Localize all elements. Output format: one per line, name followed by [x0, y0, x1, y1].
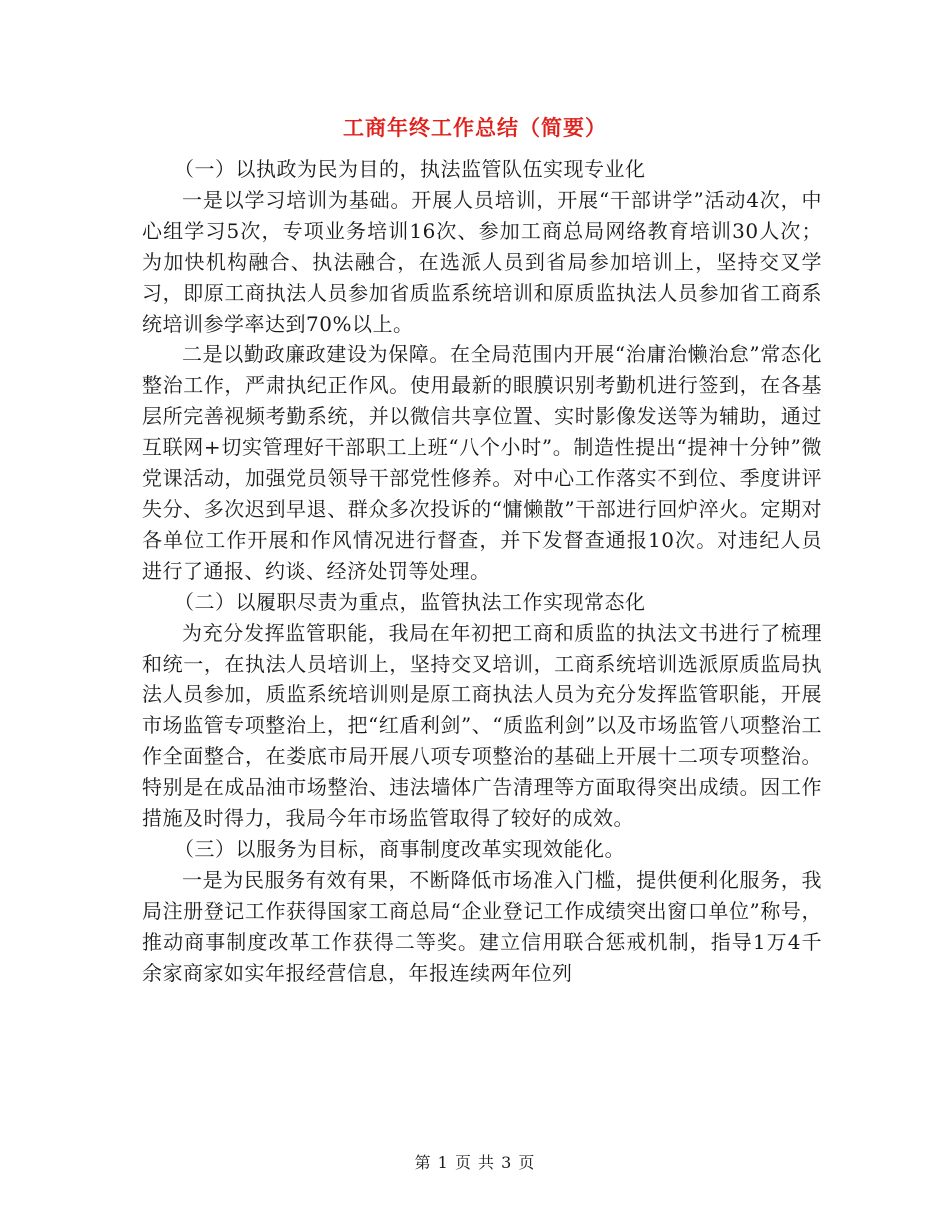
section-heading-3: （三）以服务为目标，商事制度改革实现效能化。	[174, 836, 625, 861]
document-body	[142, 154, 822, 988]
section-heading-2: （二）以履职尽责为重点，监管执法工作实现常态化	[174, 589, 646, 614]
paragraph-training: 一是以学习培训为基础。开展人员培训，开展“干部讲学”活动4次，中心组学习5次，专项业务培训16次、参加工商总局网络教育培训30人次；为加快机构融合、执法融合，在选派人员到省局参加培训上，坚持交叉学习，即原工商执法人员参加省质监系统培训和原质监执法人员参加省工商系统培训参学率达到70%以上。	[142, 187, 822, 336]
paragraph-service: 一是为民服务有效有果，不断降低市场准入门槛，提供便利化服务，我局注册登记工作获得国家工商总局“企业登记工作成绩突出窗口单位”称号，推动商事制度改革工作获得二等奖。建立信用联合惩戒机制，指导1万4千余家商家如实年报经营信息，年报连续两年位列	[142, 867, 822, 985]
paragraph-supervision: 为充分发挥监管职能，我局在年初把工商和质监的执法文书进行了梳理和统一，在执法人员培训上，坚持交叉培训，工商系统培训选派原质监局执法人员参加，质监系统培训则是原工商执法人员为充分发挥监管职能，开展市场监管专项整治上，把“红盾利剑”、“质监利剑”以及市场监管八项整治工作全面整合，在娄底市局开展八项专项整治的基础上开展十二项专项整治。特别是在成品油市场整治、违法墙体广告清理等方面取得突出成绩。因工作措施及时得力，我局今年市场监管取得了较好的成效。	[142, 620, 822, 831]
document-title: 工商年终工作总结（简要）	[343, 115, 607, 140]
page-footer: 第 1 页 共 3 页	[414, 1153, 536, 1172]
section-heading-1: （一）以执政为民为目的，执法监管队伍实现专业化	[174, 157, 646, 181]
paragraph-integrity: 二是以勤政廉政建设为保障。在全局范围内开展“治庸治懒治怠”常态化整治工作，严肃执纪正作风。使用最新的眼膜识别考勤机进行签到，在各基层所完善视频考勤系统，并以微信共享位置、实时影像发送等为辅助，通过互联网+切实管理好干部职工上班“八个小时”。制造性提出“提神十分钟”微党课活动，加强党员领导干部党性修养。对中心工作落实不到位、季度讲评失分、多次迟到早退、群众多次投诉的“慵懒散”干部进行回炉淬火。定期对各单位工作开展和作风情况进行督查，并下发督查通报10次。对违纪人员进行了通报、约谈、经济处罚等处理。	[142, 342, 822, 583]
